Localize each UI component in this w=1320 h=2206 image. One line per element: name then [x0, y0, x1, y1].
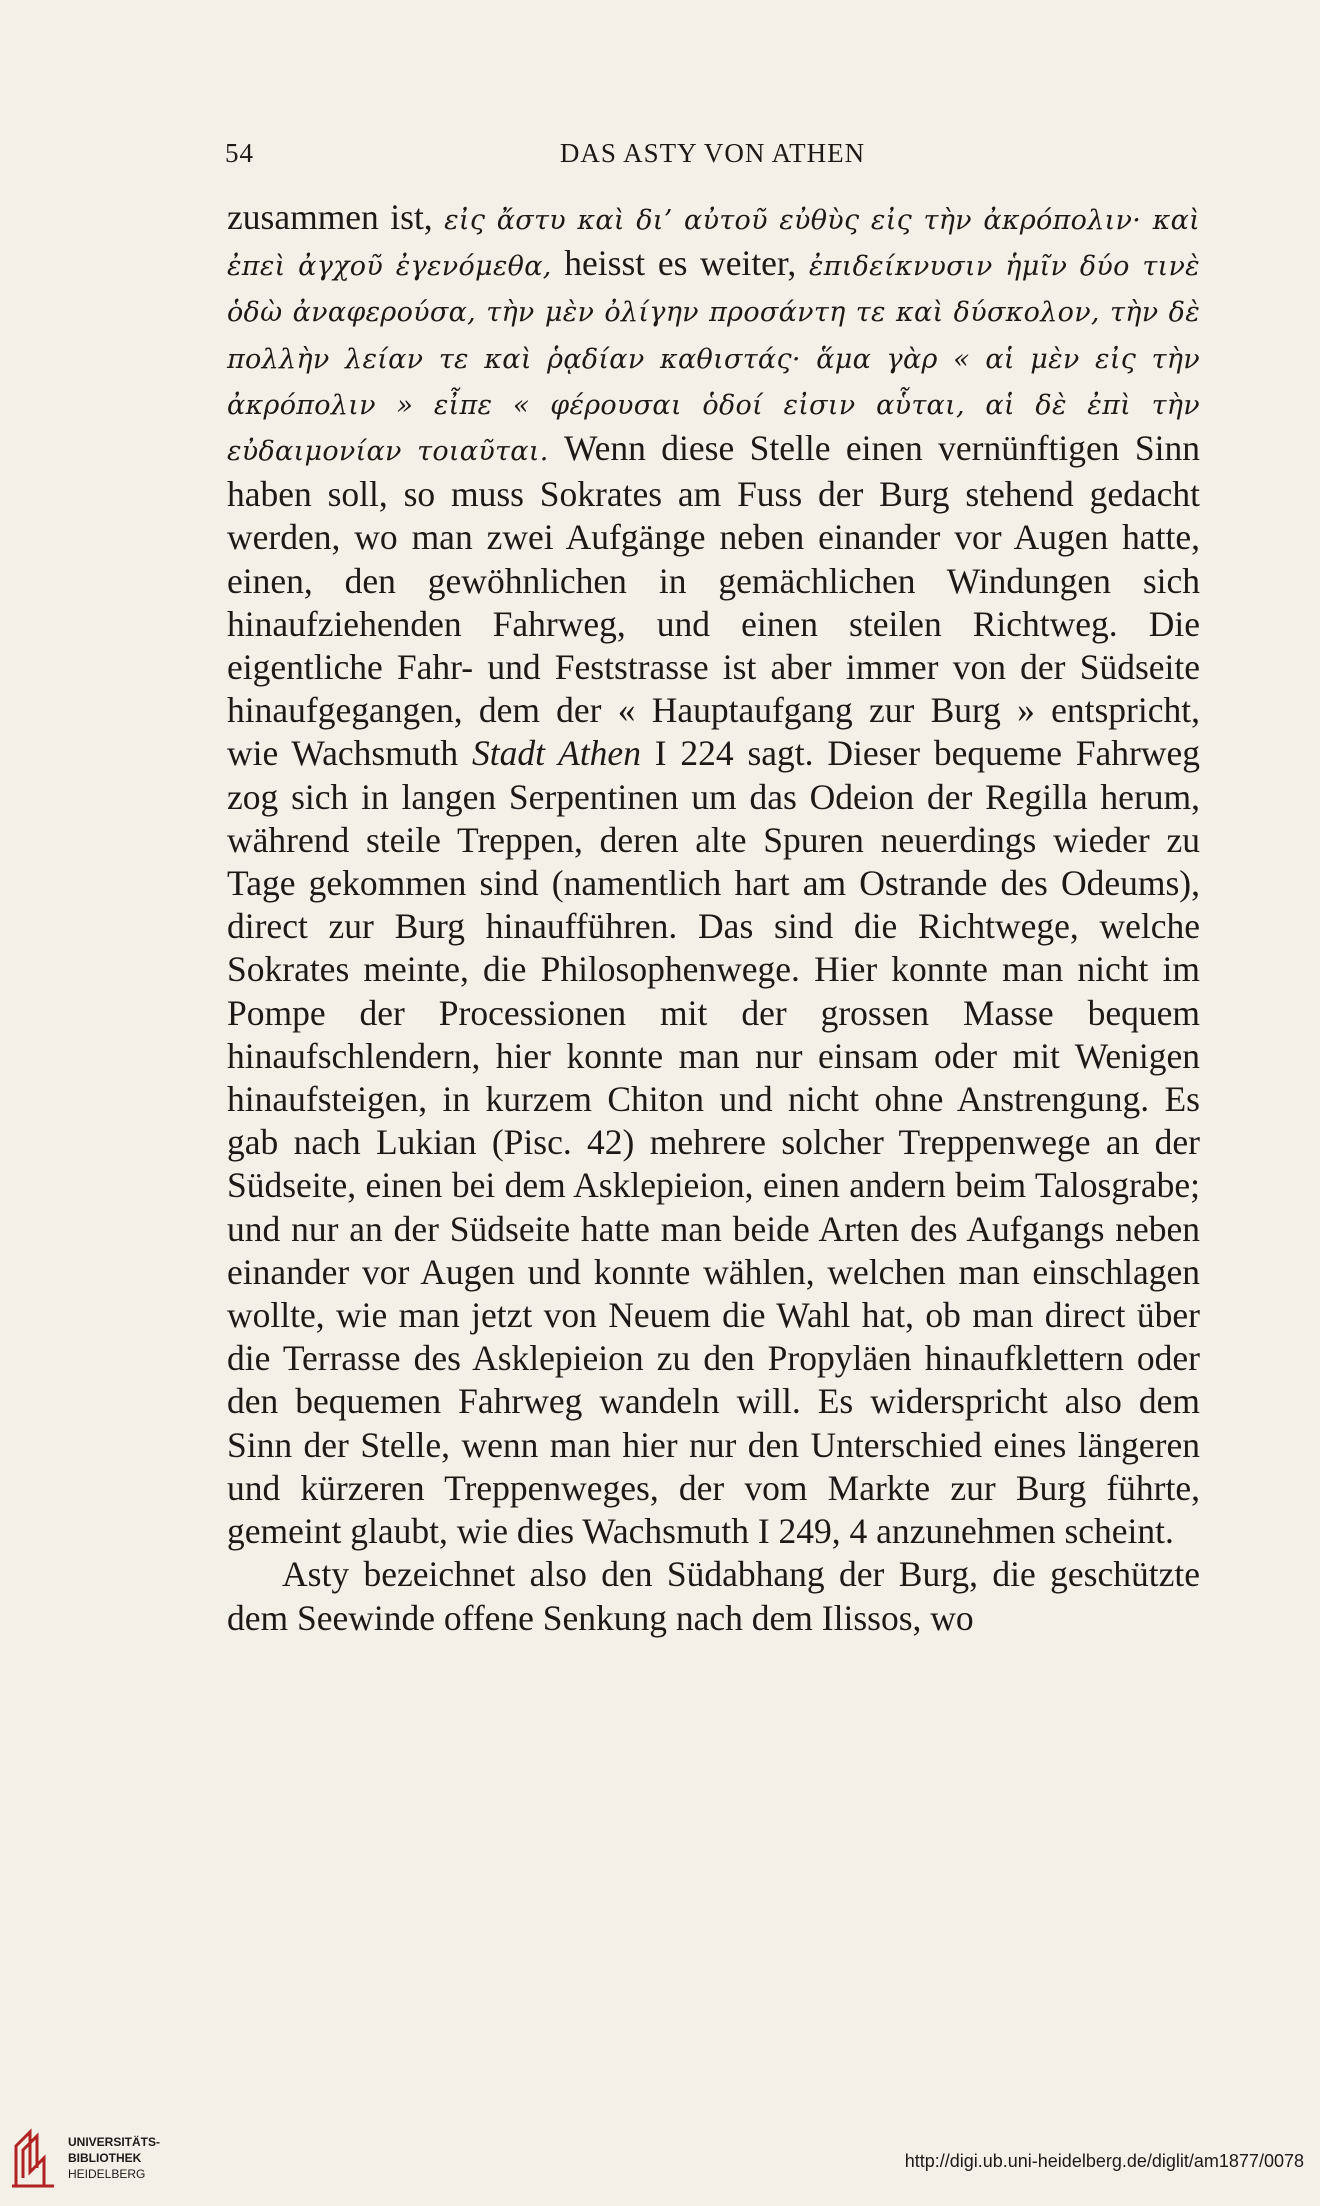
logo-line: UNIVERSITÄTS-: [68, 2135, 161, 2149]
logo-line: HEIDELBERG: [68, 2167, 146, 2181]
text-segment: heisst es weiter,: [551, 243, 809, 284]
text-segment: Wenn diese Stelle einen vernünftigen Sinn haben soll, so muss Sokrates am Fuss der Burg stehend gedacht werden, wo man zwei Aufgänge neben einander vor Augen hatte, einen, den gewöhnlichen in gemächlichen Windungen sich hinaufziehenden Fahrweg, und einen steilen Richtweg. Die eigentliche Fahr- und Feststrasse ist aber immer von der Südseite hinaufgegangen, dem der « Hauptaufgang zur Burg » entspricht, wie Wachsmuth: [227, 428, 1200, 774]
paragraph-2: Asty bezeichnet also den Südabhang der Burg, die geschützte dem Seewinde offene Senkung nach dem Ilissos, wo: [227, 1554, 1200, 1638]
library-logo[interactable]: [10, 2128, 180, 2192]
source-url-link[interactable]: http://digi.ub.uni-heidelberg.de/diglit/am1877/0078: [904, 2151, 1304, 2171]
citation-title: Stadt Athen: [471, 733, 641, 774]
logo-line: BIBLIOTHEK: [68, 2151, 142, 2165]
paragraph-1: [227, 196, 1200, 1553]
body-text: [227, 196, 1200, 1640]
greek-quotation: ἐπιδείκνυσιν ἡμῖν δύο τινὲ ὁδὼ ἀναφερούσα, τὴν μὲν ὀλίγην προσάντη τε καὶ δύσκολον, τὴν δὲ πολλὴν λείαν τε καὶ ῥᾳδίαν καθιστάς· ἅμα γὰρ « αἱ μὲν εἰς τὴν ἀκρόπολιν » εἶπε « φέρουσαι ὁδοί εἰσιν αὗται, αἱ δὲ ἐπὶ τὴν εὐδαιμονίαν τοιαῦται.: [227, 251, 1200, 468]
library-logo-icon: [10, 2128, 56, 2188]
running-head: [225, 138, 1200, 178]
text-segment: zusammen ist,: [227, 197, 445, 237]
text-segment: I 224 sagt. Dieser bequeme Fahrweg zog sich in langen Serpentinen um das Odeion der Regilla herum, während steile Treppen, deren alte Spuren neuerdings wieder zu Tage gekommen sind (namentlich hart am Ostrande des Odeums), direct zur Burg hinaufführen. Das sind die Richtwege, welche Sokrates meinte, die Philosophenwege. Hier konnte man nicht im Pompe der Processionen mit der grossen Masse bequem hinaufschlendern, hier konnte man nur einsam oder mit Wenigen hinaufsteigen, in kurzem Chiton und nicht ohne Anstrengung. Es gab nach Lukian (Pisc. 42) mehrere solcher Treppenwege an der Südseite, einen bei dem Asklepieion, einen andern beim Talosgrabe; und nur an der Südseite hatte man beide Arten des Aufgangs neben einander vor Augen und konnte wählen, welchen man einschlagen wollte, wie man jetzt von Neuem die Wahl hat, ob man direct über die Terrasse des Asklepieion zu den Propyläen hinaufklettern oder den bequemen Fahrweg wandeln will. Es widerspricht also dem Sinn der Stelle, wenn man hier nur den Unterschied eines längeren und kürzeren Treppenweges, der vom Markte zur Burg führte, gemeint glaubt, wie dies Wachsmuth I 249, 4 anzunehmen scheint.: [227, 733, 1200, 1552]
page-number: 54: [225, 138, 254, 168]
library-logo-text: [68, 2134, 160, 2182]
running-title: DAS ASTY VON ATHEN: [559, 138, 866, 168]
greek-quotation: εἰς ἄστυ καὶ δι’ αὐτοῦ εὐθὺς εἰς τὴν ἀκρόπολιν· καὶ ἐπεὶ ἀγχοῦ ἐγενόμεθα,: [227, 205, 1200, 283]
